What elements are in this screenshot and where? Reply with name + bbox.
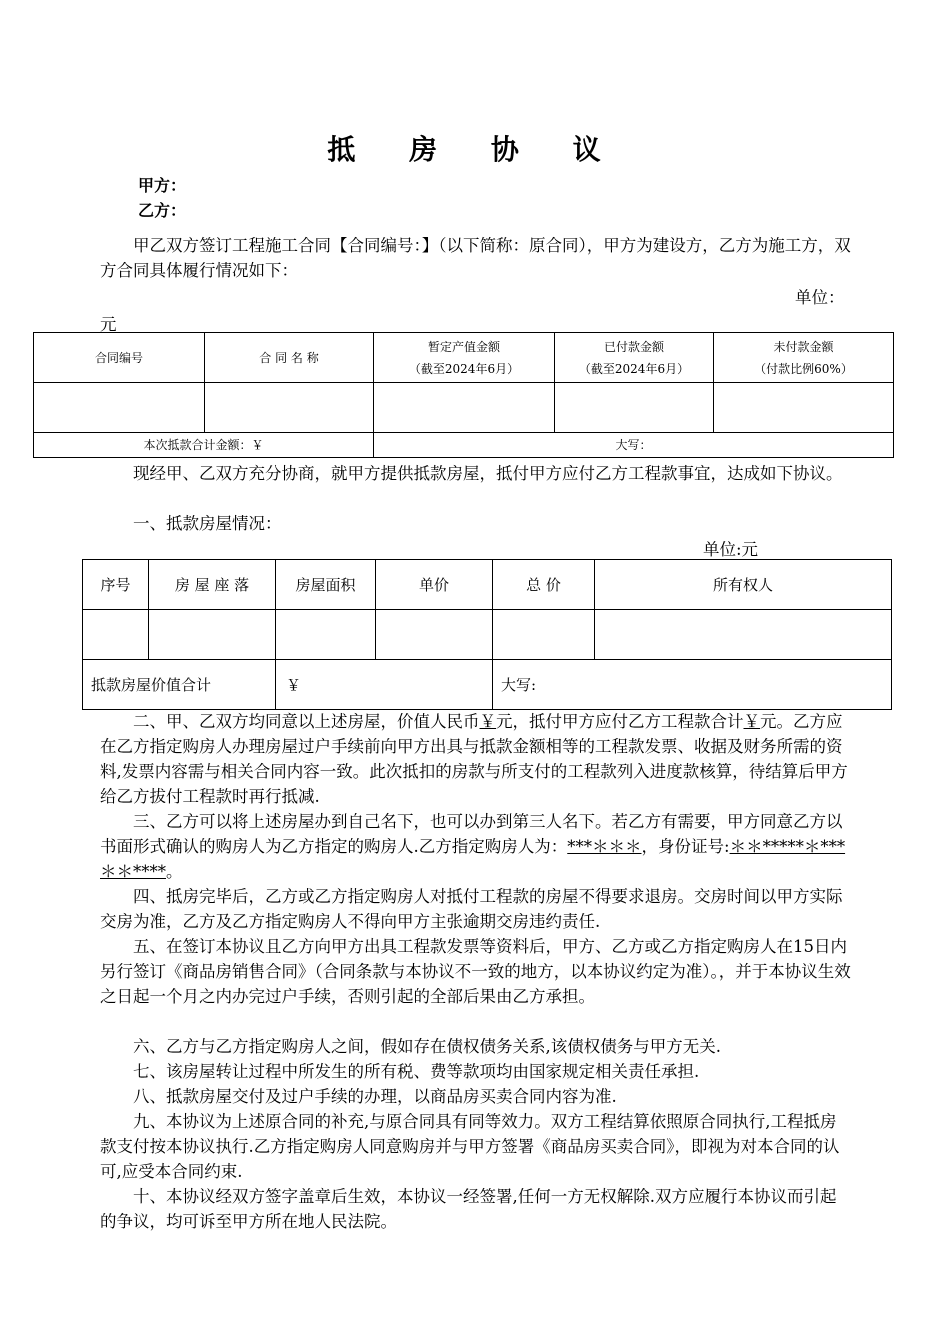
contract-table — [33, 332, 894, 458]
house-total-daxie: 大写: — [493, 660, 892, 710]
total-offset-amount-label: 本次抵款合计金额：￥ — [34, 433, 374, 458]
clause-3: 三、乙方可以将上述房屋办到自己名下，也可以办到第三人名下。若乙方有需要，甲方同意乙方以书面形式确认的购房人为乙方指定的购房人.乙方指定购房人为：***＊＊＊，身份证号:＊＊*****＊***＊＊****。 — [100, 812, 846, 881]
header-unpaid-amount: 未付款金额 （付款比例60%） — [714, 333, 894, 383]
header-total-price: 总 价 — [493, 560, 595, 610]
header-seq: 序号 — [83, 560, 149, 610]
cell-area[interactable] — [276, 610, 376, 660]
total-daxie-label: 大写： — [374, 433, 894, 458]
house-table-total-row — [83, 660, 892, 710]
unit-label-1: 单位： — [795, 288, 845, 307]
party-a-label: 甲方： — [138, 176, 187, 195]
document-title: 抵 房 协 议 — [327, 133, 623, 166]
header-provisional-value: 暂定产值金额 （截至2024年6月） — [374, 333, 555, 383]
contract-table-total-row — [34, 433, 894, 458]
cell-contract-name[interactable] — [205, 383, 374, 433]
clause-10: 十、本协议经双方签字盖章后生效，本协议一经签署,任何一方无权解除.双方应履行本协议而引起的争议，均可诉至甲方所在地人民法院。 — [100, 1187, 837, 1231]
header-area: 房屋面积 — [276, 560, 376, 610]
clause-7: 七、该房屋转让过程中所发生的所有税、费等款项均由国家规定相关责任承担. — [133, 1062, 700, 1081]
clause-4: 四、抵房完毕后，乙方或乙方指定购房人对抵付工程款的房屋不得要求退房。交房时间以甲方实际交房为准，乙方及乙方指定购房人不得向甲方主张逾期交房违约责任. — [100, 887, 843, 931]
clause-6: 六、乙方与乙方指定购房人之间，假如存在债权债务关系,该债权债务与甲方无关. — [133, 1037, 721, 1056]
unit-label-2: 单位:元 — [703, 540, 759, 559]
cell-provisional-value[interactable] — [374, 383, 555, 433]
house-total-yen: ￥ — [276, 660, 493, 710]
house-table — [82, 559, 892, 710]
cell-contract-no[interactable] — [34, 383, 205, 433]
unit-label-1-yuan: 元 — [100, 315, 117, 334]
party-b-label: 乙方： — [138, 201, 187, 220]
cell-paid-amount[interactable] — [555, 383, 714, 433]
header-paid-amount: 已付款金额 （截至2024年6月） — [555, 333, 714, 383]
cell-unit-price[interactable] — [376, 610, 493, 660]
cell-seq[interactable] — [83, 610, 149, 660]
header-location: 房 屋 座 落 — [149, 560, 276, 610]
negotiation-paragraph: 现经甲、乙双方充分协商，就甲方提供抵款房屋，抵付甲方应付乙方工程款事宜，达成如下协议。 — [133, 464, 843, 483]
section-1-heading: 一、抵款房屋情况： — [133, 514, 282, 533]
cell-owner[interactable] — [595, 610, 892, 660]
clause-8: 八、抵款房屋交付及过户手续的办理，以商品房买卖合同内容为准. — [133, 1087, 617, 1106]
contract-table-row — [34, 383, 894, 433]
clause-9: 九、本协议为上述原合同的补充,与原合同具有同等效力。双方工程结算依照原合同执行,工程抵房款支付按本协议执行.乙方指定购房人同意购房并与甲方签署《商品房买卖合同》，即视为对本合同的认可,应受本合同约束. — [100, 1112, 840, 1181]
header-contract-name: 合 同 名 称 — [205, 333, 374, 383]
cell-total-price[interactable] — [493, 610, 595, 660]
house-table-row — [83, 610, 892, 660]
house-total-label: 抵款房屋价值合计 — [83, 660, 276, 710]
header-unit-price: 单价 — [376, 560, 493, 610]
clause-2: 二、甲、乙双方均同意以上述房屋，价值人民币￥元，抵付甲方应付乙方工程款合计￥元。乙方应在乙方指定购房人办理房屋过户手续前向甲方出具与抵款金额相等的工程款发票、收据及财务所需的资料,发票内容需与相关合同内容一致。此次抵扣的房款与所支付的工程款列入进度款核算，待结算后甲方给乙方拔付工程款时再行抵减. — [100, 712, 848, 806]
cell-unpaid-amount[interactable] — [714, 383, 894, 433]
house-table-header-row — [83, 560, 892, 610]
intro-paragraph: 甲乙双方签订工程施工合同【合同编号：】（以下简称：原合同），甲方为建设方，乙方为施工方，双方合同具体履行情况如下： — [100, 236, 851, 280]
header-owner: 所有权人 — [595, 560, 892, 610]
cell-location[interactable] — [149, 610, 276, 660]
clause-5: 五、在签订本协议且乙方向甲方出具工程款发票等资料后，甲方、乙方或乙方指定购房人在15日内另行签订《商品房销售合同》（合同条款与本协议不一致的地方，以本协议约定为准）。，并于本协议生效之日起一个月之内办完过户手续，否则引起的全部后果由乙方承担。 — [100, 937, 851, 1006]
contract-table-header-row — [34, 333, 894, 383]
header-contract-no: 合同编号 — [34, 333, 205, 383]
